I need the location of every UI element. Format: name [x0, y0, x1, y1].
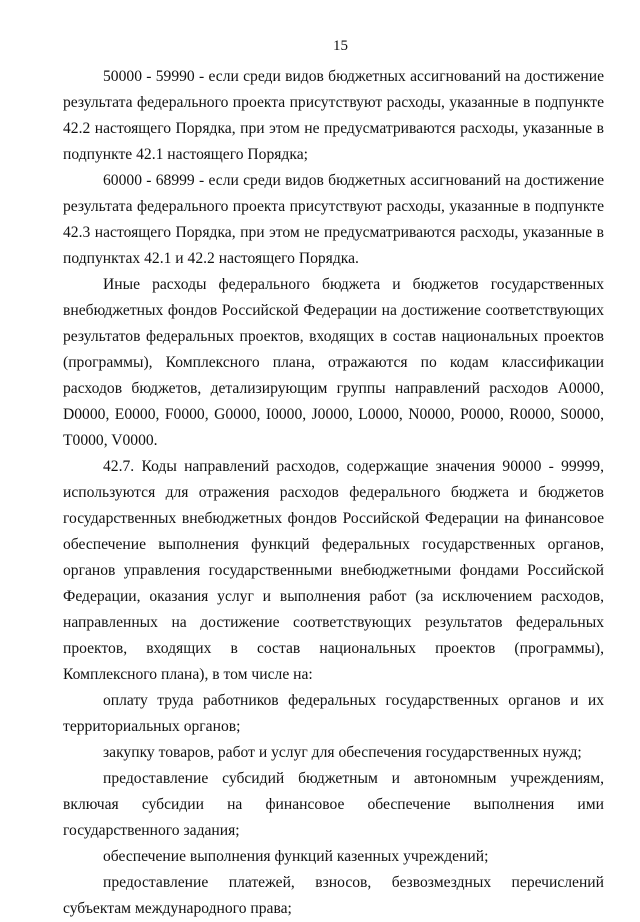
paragraph-code-range-60000: 60000 - 68999 - если среди видов бюджетных ассигнований на достижение результата федерального проекта присутствуют расходы, указанные в подпункте 42.3 настоящего Порядка, при этом не предусматриваются расходы, указанные в подпунктах 42.1 и 42.2 настоящего Порядка.	[63, 172, 604, 267]
list-item-international-payments: предоставление платежей, взносов, безвозмездных перечислений субъектам международного права;	[63, 874, 604, 917]
paragraph-code-range-50000: 50000 - 59990 - если среди видов бюджетных ассигнований на достижение результата федерального проекта присутствуют расходы, указанные в подпункте 42.2 настоящего Порядка, при этом не предусматриваются расходы, указанные в подпункте 42.1 настоящего Порядка;	[63, 68, 604, 163]
list-item-state-institutions: обеспечение выполнения функций казенных учреждений;	[103, 848, 489, 865]
list-item-procurement: закупку товаров, работ и услуг для обеспечения государственных нужд;	[103, 744, 582, 761]
paragraph-other-expenses: Иные расходы федерального бюджета и бюджетов государственных внебюджетных фондов Российской Федерации на достижение соответствующих результатов федеральных проектов, входящих в состав национальных проектов (программы), Комплексного плана, отражаются по кодам классификации расходов бюджетов, детализирующим группы направлений расходов A0000, D0000, E0000, F0000, G0000, I0000, J0000, L0000, N0000, P0000, R0000, S0000, T0000, V0000.	[63, 276, 604, 449]
list-item-salary: оплату труда работников федеральных государственных органов и их территориальных органов;	[63, 692, 604, 735]
list-item-subsidies: предоставление субсидий бюджетным и автономным учреждениям, включая субсидии на финансовое обеспечение выполнения ими государственного задания;	[63, 770, 604, 839]
paragraph-section-42-7: 42.7. Коды направлений расходов, содержащие значения 90000 - 99999, используются для отражения расходов федерального бюджета и бюджетов государственных внебюджетных фондов Российской Федерации на финансовое обеспечение выполнения функций федеральных государственных органов, органов управления государственными внебюджетными фондами Российской Федерации, оказания услуг и выполнения работ (за исключением расходов, направленных на достижение соответствующих результатов федеральных проектов, входящих в состав национальных проектов (программы), Комплексного плана), в том числе на:	[63, 458, 604, 683]
page-number: 15	[333, 38, 348, 54]
